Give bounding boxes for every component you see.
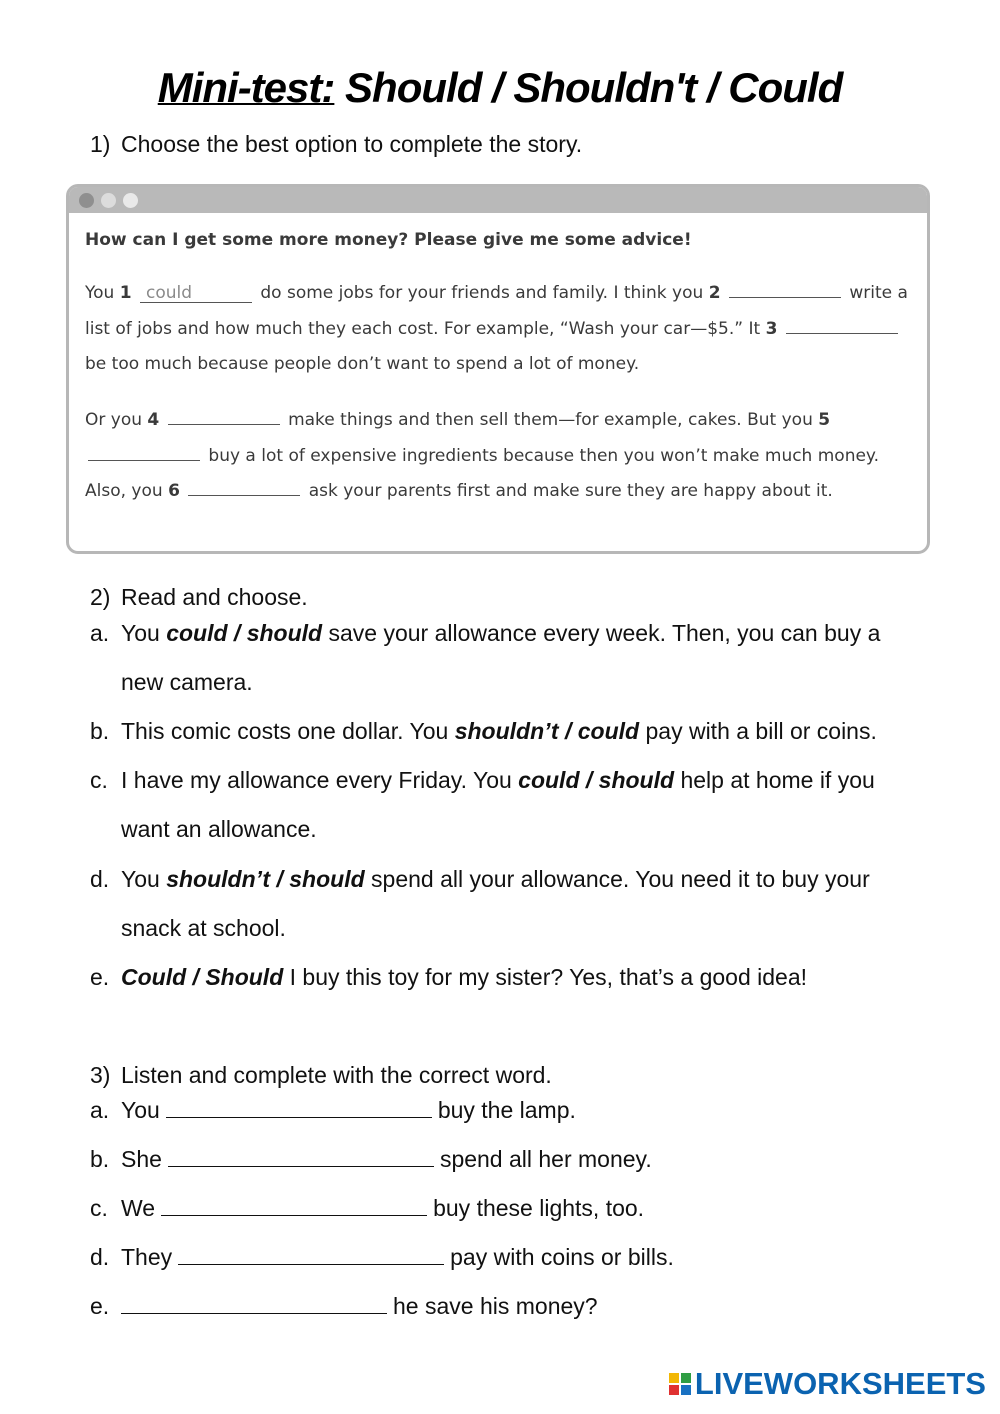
choice-option[interactable]: could / should [518, 767, 675, 793]
text: You [85, 283, 120, 303]
item-letter: c. [90, 1195, 108, 1221]
text: spend all her money. [439, 1146, 652, 1172]
text: buy a lot of expensive ingredients because then you won’t make much money. Also, you [85, 445, 879, 501]
item-letter: d. [90, 1244, 110, 1270]
gap-number: 5 [818, 410, 831, 430]
text: This comic costs one dollar. You [121, 718, 455, 744]
answer-blank-input[interactable] [161, 1195, 427, 1216]
listen-item-d [90, 1244, 674, 1271]
choose-item-e [90, 953, 920, 1002]
text: buy the lamp. [437, 1097, 576, 1123]
gap-number: 6 [168, 481, 180, 501]
advice-paragraph-2 [85, 403, 915, 510]
choice-option[interactable]: shouldn’t / should [166, 866, 365, 892]
window-dot-icon [101, 193, 116, 208]
question-instruction: Read and choose. [121, 584, 308, 610]
text: I buy this toy for my sister? Yes, that’s a good idea! [283, 964, 808, 990]
title-rest: Should / Shouldn't / Could [334, 64, 843, 111]
item-letter: c. [90, 767, 108, 793]
text: You [121, 1097, 160, 1123]
question-instruction: Listen and complete with the correct word. [121, 1062, 552, 1088]
item-letter: e. [90, 964, 110, 990]
gap-4-input[interactable] [168, 410, 280, 425]
item-letter: d. [90, 866, 110, 892]
gap-3-input[interactable] [786, 319, 898, 334]
text: ask your parents first and make sure they are happy about it. [303, 481, 833, 501]
text: he save his money? [393, 1293, 598, 1319]
text: They [121, 1244, 173, 1270]
answer-blank-input[interactable] [121, 1293, 387, 1314]
text: make things and then sell them—for example, cakes. But you [282, 410, 819, 430]
text: She [121, 1146, 162, 1172]
text: Or you [85, 410, 148, 430]
gap-5-input[interactable] [88, 446, 200, 461]
text: be too much because people don’t want to spend a lot of money. [85, 354, 640, 374]
text: pay with a bill or coins. [639, 718, 877, 744]
text: pay with coins or bills. [450, 1244, 674, 1270]
listen-item-b [90, 1146, 652, 1173]
logo-text: LIVEWORKSHEETS [694, 1366, 986, 1401]
advice-heading: How can I get some more money? Please give me some advice! [85, 230, 692, 250]
text: We [121, 1195, 156, 1221]
text: save your allowance every week. Then, you can buy a new camera. [121, 620, 881, 695]
choose-item-d [90, 855, 920, 953]
advice-browser-box [66, 184, 930, 554]
gap-number: 3 [765, 318, 778, 339]
answer-blank-input[interactable] [178, 1244, 444, 1265]
window-dot-icon [79, 193, 94, 208]
item-letter: b. [90, 1146, 110, 1172]
window-dot-icon [123, 193, 138, 208]
answer-blank-input[interactable] [166, 1097, 432, 1118]
text: help at home if you want an allowance. [121, 767, 875, 842]
browser-title-bar [69, 187, 927, 213]
question-2 [90, 584, 308, 611]
item-letter: b. [90, 718, 110, 744]
choice-option[interactable]: shouldn’t / could [454, 718, 640, 744]
choice-option[interactable]: Could / Should [121, 964, 284, 990]
logo-icon [669, 1373, 691, 1395]
text: You [121, 866, 167, 892]
text: write a list of jobs and how much they each cost. For example, “Wash your car—$5.” It [85, 283, 908, 339]
gap-number: 1 [119, 283, 132, 303]
question-number: 3) [90, 1062, 111, 1088]
question-1 [90, 131, 582, 158]
choose-item-c [90, 756, 920, 854]
text: You [121, 620, 167, 646]
gap-6-input[interactable] [188, 481, 300, 496]
choose-item-b [90, 707, 920, 756]
answer-blank-input[interactable] [168, 1146, 434, 1167]
listen-item-c [90, 1195, 644, 1222]
item-letter: a. [90, 620, 110, 646]
title-underlined: Mini-test: [157, 64, 335, 111]
text: spend all your allowance. You need it to buy your snack at school. [121, 866, 870, 941]
text: I have my allowance every Friday. You [121, 767, 519, 793]
choose-item-a [90, 609, 920, 707]
item-letter: e. [90, 1293, 110, 1319]
choice-option[interactable]: could / should [166, 620, 323, 646]
gap-1-answer[interactable]: could [140, 285, 252, 303]
question-instruction: Choose the best option to complete the story. [121, 131, 583, 157]
gap-number: 2 [708, 283, 721, 303]
text: buy these lights, too. [433, 1195, 645, 1221]
gap-2-input[interactable] [729, 283, 841, 298]
liveworksheets-logo [669, 1366, 986, 1402]
advice-paragraph-1 [85, 276, 915, 383]
question-3 [90, 1062, 552, 1089]
question-number: 2) [90, 584, 111, 610]
gap-number: 4 [147, 410, 160, 430]
listen-item-a [90, 1097, 576, 1124]
text: do some jobs for your friends and family. I think you [254, 283, 709, 303]
worksheet-title [0, 64, 1000, 112]
question-number: 1) [90, 131, 111, 157]
listen-item-e [90, 1293, 598, 1320]
item-letter: a. [90, 1097, 110, 1123]
